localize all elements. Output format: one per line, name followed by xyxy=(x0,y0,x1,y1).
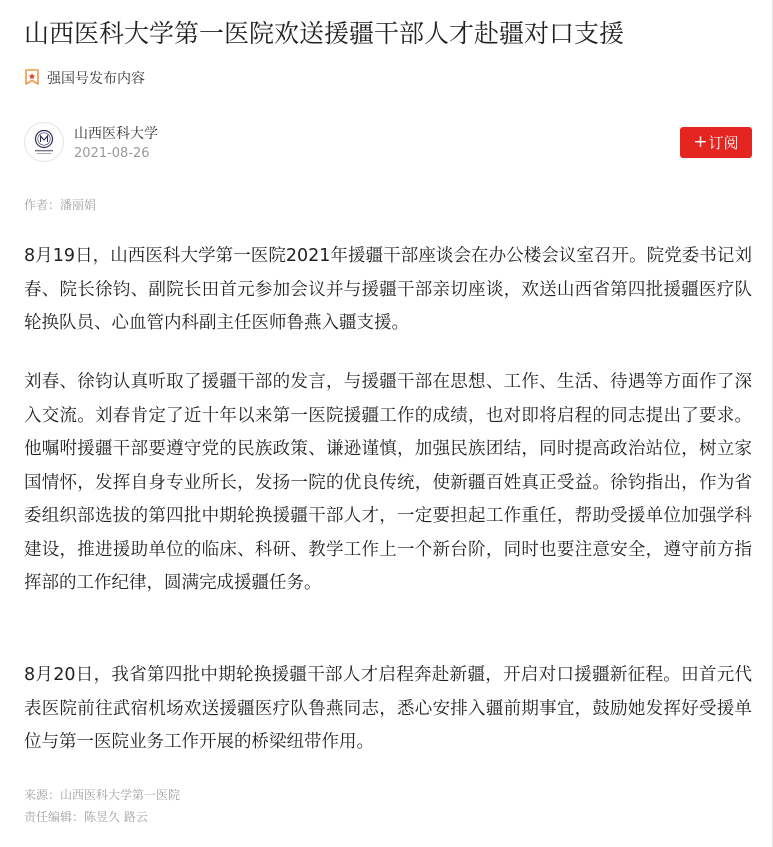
paragraph-1: 8月19日，山西医科大学第一医院2021年援疆干部座谈会在办公楼会议室召开。院党委书记刘春、院长徐钧、副院长田首元参加会议并与援疆干部亲切座谈，欢送山西省第四批援疆医疗队轮换队员、心血管内科副主任医师鲁燕入疆支援。 xyxy=(24,246,752,333)
publisher-avatar[interactable] xyxy=(24,122,64,162)
qiangguo-badge-icon xyxy=(24,69,40,87)
article-title: 山西医科大学第一医院欢送援疆干部人才赴疆对口支援 xyxy=(24,19,625,48)
subscribe-label: 订阅 xyxy=(708,134,739,152)
paragraph-2: 刘春、徐钧认真听取了援疆干部的发言，与援疆干部在思想、工作、生活、待遇等方面作了深入交流。刘春肯定了近十年以来第一医院援疆工作的成绩，也对即将启程的同志提出了要求。他嘱咐援疆干部要遵守党的民族政策、谦逊谨慎，加强民族团结，同时提高政治站位，树立家国情怀，发挥自身专业所长，发扬一院的优良传统，使新疆百姓真正受益。徐钧指出，作为省委组织部选拔的第四批中期轮换援疆干部人才，一定要担起工作重任，帮助受援单位加强学科建设，推进援助单位的临床、科研、教学工作上一个新台阶，同时也要注意安全，遵守前方指挥部的工作纪律，圆满完成援疆任务。 xyxy=(24,372,752,593)
responsible-editor: 责任编辑：陈昱久 路云 xyxy=(24,810,148,824)
paragraph-3: 8月20日，我省第四批中期轮换援疆干部人才启程奔赴新疆，开启对口援疆新征程。田首元代表医院前往武宿机场欢送援疆医疗队鲁燕同志，悉心安排入疆前期事宜，鼓励她发挥好受援单位与第一医院业务工作开展的桥梁纽带作用。 xyxy=(24,665,752,752)
publish-date: 2021-08-26 xyxy=(74,146,150,161)
source-tag-text: 强国号发布内容 xyxy=(47,71,145,87)
university-seal-logo xyxy=(25,123,63,161)
plus-icon: + xyxy=(693,132,708,152)
article-source: 来源：山西医科大学第一医院 xyxy=(24,788,181,802)
source-tag[interactable] xyxy=(24,66,145,90)
author-credit: 作者：潘丽娟 xyxy=(24,198,97,212)
publisher-name[interactable]: 山西医科大学 xyxy=(74,126,158,142)
subscribe-button[interactable] xyxy=(680,127,752,158)
publisher-block xyxy=(24,122,752,166)
